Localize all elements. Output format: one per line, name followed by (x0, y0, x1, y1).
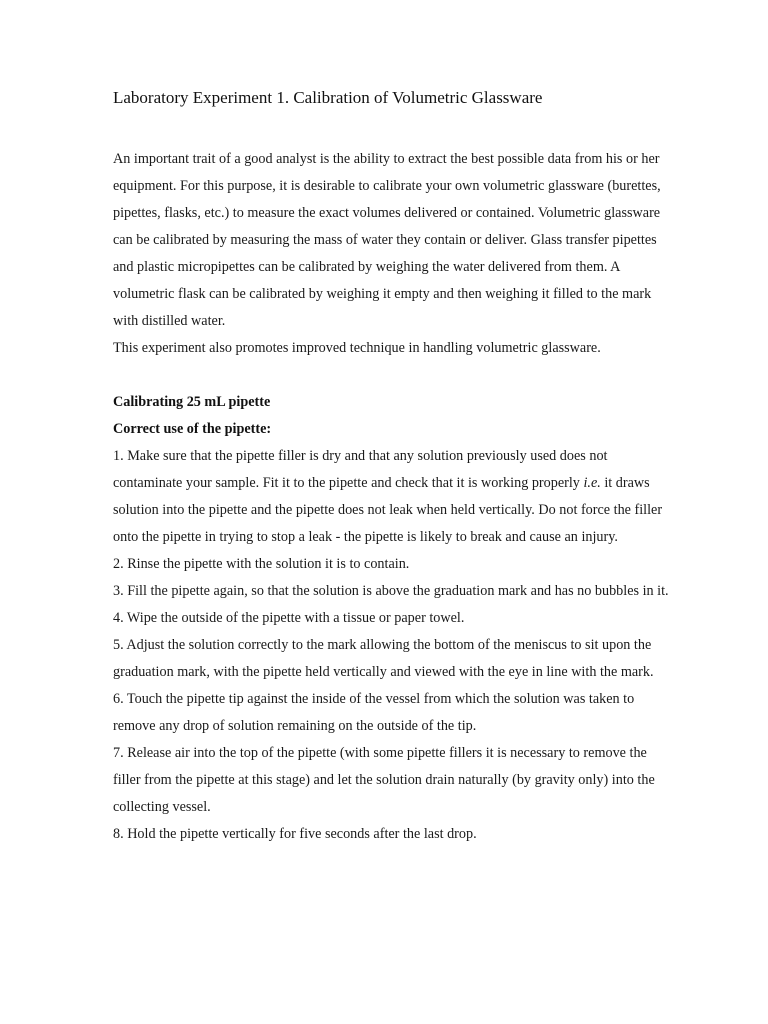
step-8: 8. Hold the pipette vertically for five seconds after the last drop. (113, 826, 477, 843)
step-2: 2. Rinse the pipette with the solution it is to contain. (113, 556, 410, 573)
section-spacer (113, 362, 673, 389)
document-title: Laboratory Experiment 1. Calibration of Volumetric Glassware (113, 88, 543, 107)
step-1 (113, 443, 673, 551)
subheading: Correct use of the pipette: (113, 421, 272, 438)
section-heading: Calibrating 25 mL pipette (113, 394, 271, 411)
step-1-text-after: it draws solution into the pipette and the pipette does not leak when held vertically. Do not force the filler onto the pipette in trying to stop a leak - the pipette is likely to break and cause an injury. (113, 475, 663, 546)
step-7: 7. Release air into the top of the pipette (with some pipette fillers it is necessary to remove the filler from the pipette at this stage) and let the solution drain naturally (by gravity only) into the collecting vessel. (113, 745, 655, 816)
step-4: 4. Wipe the outside of the pipette with a tissue or paper towel. (113, 610, 465, 627)
step-6: 6. Touch the pipette tip against the inside of the vessel from which the solution was taken to remove any drop of solution remaining on the outside of the tip. (113, 691, 635, 735)
step-3: 3. Fill the pipette again, so that the solution is above the graduation mark and has no bubbles in it. (113, 583, 669, 600)
step-1-ie: i.e. (583, 475, 601, 492)
intro-section (113, 146, 673, 362)
intro-paragraph: An important trait of a good analyst is the ability to extract the best possible data from his or her equipment. For this purpose, it is desirable to calibrate your own volumetric glassware (burettes, pipettes, flasks, etc.) to measure the exact volumes delivered or contained. Volumetric glassware can be calibrated by measuring the mass of water they contain or deliver. Glass transfer pipettes and plastic micropipettes can be calibrated by weighing the water delivered from them. A volumetric flask can be calibrated by weighing it empty and then weighing it filled to the mark with distilled water. (113, 151, 661, 330)
document-page (113, 88, 673, 848)
step-1-text-before: 1. Make sure that the pipette filler is dry and that any solution previously used does not contaminate your sample. Fit it to the pipette and check that it is working properly (113, 448, 608, 492)
intro-paragraph-2: This experiment also promotes improved technique in handling volumetric glassware. (113, 340, 601, 357)
step-5: 5. Adjust the solution correctly to the mark allowing the bottom of the meniscus to sit upon the graduation mark, with the pipette held vertically and viewed with the eye in line with the mark. (113, 637, 654, 681)
